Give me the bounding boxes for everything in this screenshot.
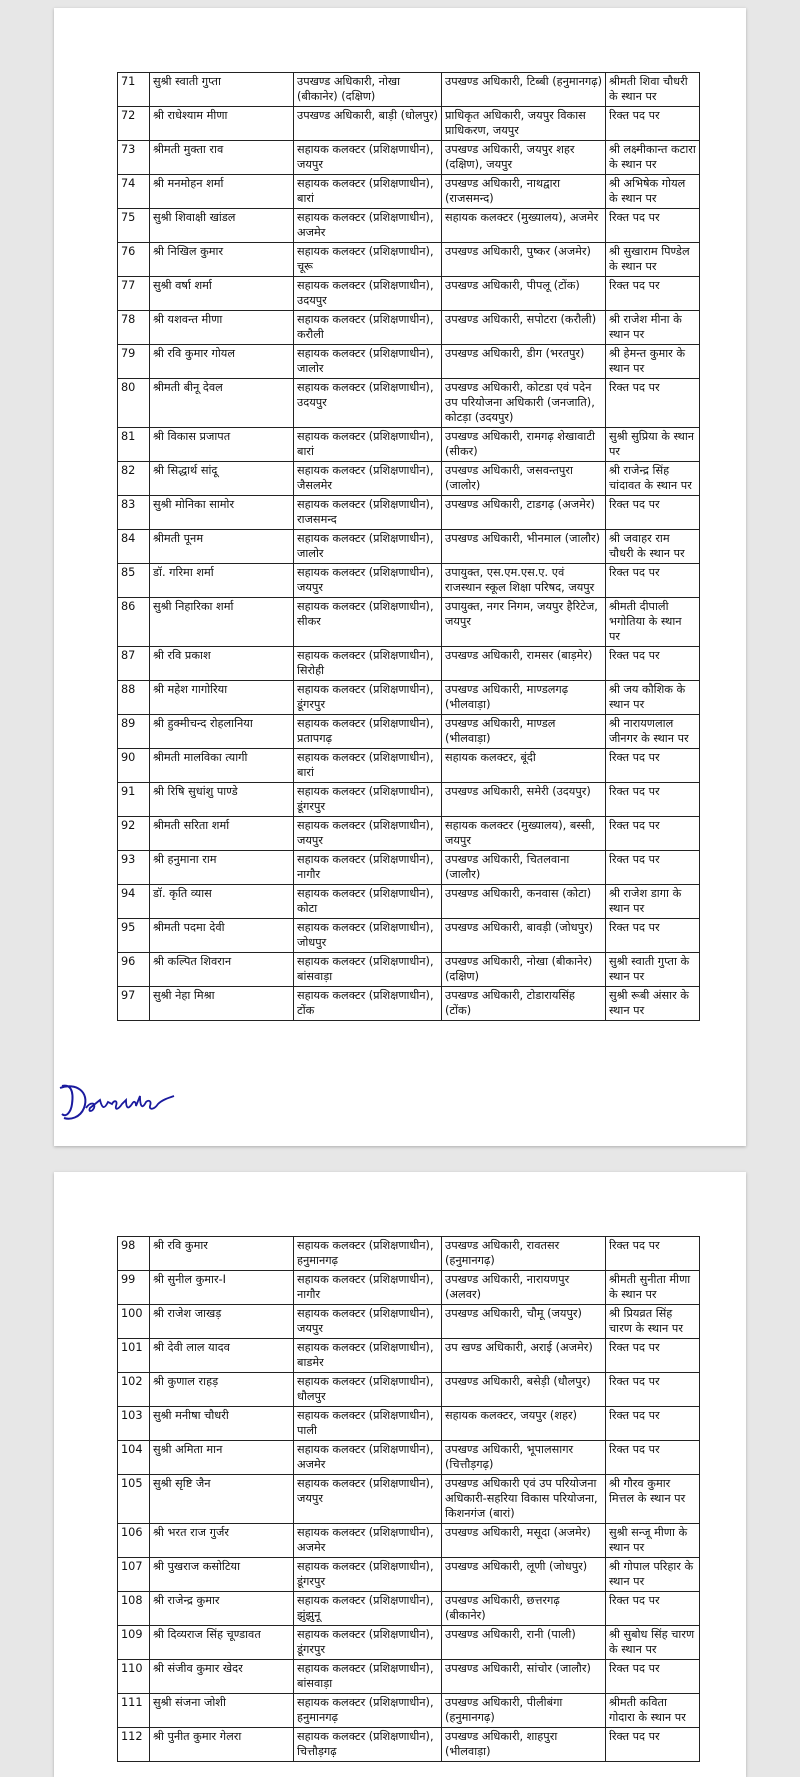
cell-newpost: उपखण्ड अधिकारी, टोडारायसिंह (टोंक) — [442, 987, 606, 1021]
cell-sno: 90 — [118, 749, 150, 783]
cell-name: श्री राधेश्याम मीणा — [150, 107, 294, 141]
cell-name: श्री निखिल कुमार — [150, 243, 294, 277]
cell-sno: 85 — [118, 564, 150, 598]
table-row — [118, 73, 700, 107]
cell-name: श्री राजेश जाखड़ — [150, 1305, 294, 1339]
cell-post: सहायक कलक्टर (प्रशिक्षणाधीन), डूंगरपुर — [294, 1558, 442, 1592]
cell-post: सहायक कलक्टर (प्रशिक्षणाधीन), नागौर — [294, 1271, 442, 1305]
cell-sno: 86 — [118, 598, 150, 647]
table-row — [118, 1592, 700, 1626]
cell-name: श्री हनुमाना राम — [150, 851, 294, 885]
cell-newpost: उपखण्ड अधिकारी, कनवास (कोटा) — [442, 885, 606, 919]
table-row — [118, 1339, 700, 1373]
cell-remark: श्री राजेन्द्र सिंह चांदावत के स्थान पर — [606, 462, 700, 496]
cell-sno: 107 — [118, 1558, 150, 1592]
cell-post: सहायक कलक्टर (प्रशिक्षणाधीन), चूरू — [294, 243, 442, 277]
cell-remark: श्री लक्ष्मीकान्त कटारा के स्थान पर — [606, 141, 700, 175]
cell-name: सुश्री मनीषा चौधरी — [150, 1407, 294, 1441]
cell-post: सहायक कलक्टर (प्रशिक्षणाधीन), अजमेर — [294, 209, 442, 243]
cell-remark: श्री हेमन्त कुमार के स्थान पर — [606, 345, 700, 379]
cell-post: सहायक कलक्टर (प्रशिक्षणाधीन), जैसलमेर — [294, 462, 442, 496]
cell-name: श्री रवि कुमार — [150, 1237, 294, 1271]
cell-sno: 71 — [118, 73, 150, 107]
cell-post: सहायक कलक्टर (प्रशिक्षणाधीन), बांसवाड़ा — [294, 1660, 442, 1694]
table-row — [118, 428, 700, 462]
cell-sno: 77 — [118, 277, 150, 311]
signature-handwriting — [56, 1068, 186, 1128]
cell-newpost: उपखण्ड अधिकारी, चितलवाना (जालौर) — [442, 851, 606, 885]
cell-remark: श्रीमती शिवा चौधरी के स्थान पर — [606, 73, 700, 107]
cell-remark: रिक्त पद पर — [606, 1407, 700, 1441]
cell-name: श्री यशवन्त मीणा — [150, 311, 294, 345]
cell-name: डॉ. कृति व्यास — [150, 885, 294, 919]
table-row — [118, 277, 700, 311]
cell-name: श्री रिषि सुधांशु पाण्डे — [150, 783, 294, 817]
cell-newpost: उपखण्ड अधिकारी, जयपुर शहर (दक्षिण), जयपुर — [442, 141, 606, 175]
cell-post: सहायक कलक्टर (प्रशिक्षणाधीन), करौली — [294, 311, 442, 345]
cell-sno: 92 — [118, 817, 150, 851]
cell-sno: 78 — [118, 311, 150, 345]
cell-remark: सुश्री सुप्रिया के स्थान पर — [606, 428, 700, 462]
cell-remark: श्री प्रियव्रत सिंह चारण के स्थान पर — [606, 1305, 700, 1339]
table-row — [118, 715, 700, 749]
cell-sno: 108 — [118, 1592, 150, 1626]
table-row — [118, 175, 700, 209]
cell-remark: सुश्री रूबी अंसार के स्थान पर — [606, 987, 700, 1021]
cell-remark: रिक्त पद पर — [606, 1728, 700, 1762]
cell-newpost: उपखण्ड अधिकारी, पीपलू (टोंक) — [442, 277, 606, 311]
cell-post: सहायक कलक्टर (प्रशिक्षणाधीन), धौलपुर — [294, 1373, 442, 1407]
cell-name: श्री दिव्यराज सिंह चूण्डावत — [150, 1626, 294, 1660]
cell-newpost: उपखण्ड अधिकारी, पीलीबंगा (हनुमानगढ़) — [442, 1694, 606, 1728]
cell-name: श्री रवि प्रकाश — [150, 647, 294, 681]
cell-name: श्री सुनील कुमार-I — [150, 1271, 294, 1305]
table-row — [118, 209, 700, 243]
cell-sno: 112 — [118, 1728, 150, 1762]
transfer-table-page-1 — [117, 72, 700, 1021]
cell-newpost: उपखण्ड अधिकारी, सपोटरा (करौली) — [442, 311, 606, 345]
cell-name: श्री राजेन्द्र कुमार — [150, 1592, 294, 1626]
cell-post: सहायक कलक्टर (प्रशिक्षणाधीन), बारां — [294, 749, 442, 783]
table-row — [118, 107, 700, 141]
cell-remark: रिक्त पद पर — [606, 851, 700, 885]
table-row — [118, 1558, 700, 1592]
table-row — [118, 1524, 700, 1558]
cell-remark: श्रीमती दीपाली भगोतिया के स्थान पर — [606, 598, 700, 647]
cell-remark: रिक्त पद पर — [606, 277, 700, 311]
cell-newpost: उपखण्ड अधिकारी, छत्तरगढ़ (बीकानेर) — [442, 1592, 606, 1626]
cell-name: श्री भरत राज गुर्जर — [150, 1524, 294, 1558]
cell-sno: 97 — [118, 987, 150, 1021]
cell-sno: 93 — [118, 851, 150, 885]
cell-sno: 83 — [118, 496, 150, 530]
cell-remark: श्री गौरव कुमार मित्तल के स्थान पर — [606, 1475, 700, 1524]
cell-sno: 94 — [118, 885, 150, 919]
cell-remark: रिक्त पद पर — [606, 107, 700, 141]
cell-newpost: सहायक कलक्टर (मुख्यालय), बस्सी, जयपुर — [442, 817, 606, 851]
cell-post: सहायक कलक्टर (प्रशिक्षणाधीन), राजसमन्द — [294, 496, 442, 530]
cell-post: सहायक कलक्टर (प्रशिक्षणाधीन), चित्तौड़गढ़ — [294, 1728, 442, 1762]
cell-newpost: उपखण्ड अधिकारी, नाथद्वारा (राजसमन्द) — [442, 175, 606, 209]
cell-newpost: उपखण्ड अधिकारी, चौमू (जयपुर) — [442, 1305, 606, 1339]
table-row — [118, 379, 700, 428]
cell-remark: श्री राजेश मीना के स्थान पर — [606, 311, 700, 345]
cell-newpost: उपखण्ड अधिकारी, रामसर (बाड़मेर) — [442, 647, 606, 681]
cell-name: सुश्री संजना जोशी — [150, 1694, 294, 1728]
cell-remark: श्री राजेश डागा के स्थान पर — [606, 885, 700, 919]
cell-post: सहायक कलक्टर (प्रशिक्षणाधीन), अजमेर — [294, 1441, 442, 1475]
table-row — [118, 1271, 700, 1305]
cell-post: सहायक कलक्टर (प्रशिक्षणाधीन), डूंगरपुर — [294, 783, 442, 817]
cell-name: श्री मनमोहन शर्मा — [150, 175, 294, 209]
cell-name: सुश्री निहारिका शर्मा — [150, 598, 294, 647]
cell-name: सुश्री नेहा मिश्रा — [150, 987, 294, 1021]
cell-newpost: उपायुक्त, नगर निगम, जयपुर हैरिटेज, जयपुर — [442, 598, 606, 647]
cell-post: सहायक कलक्टर (प्रशिक्षणाधीन), बांसवाड़ा — [294, 953, 442, 987]
cell-newpost: उपखण्ड अधिकारी, टाडगढ़ (अजमेर) — [442, 496, 606, 530]
table-row — [118, 987, 700, 1021]
cell-newpost: उपखण्ड अधिकारी, भूपालसागर (चित्तौड़गढ़) — [442, 1441, 606, 1475]
table-row — [118, 1305, 700, 1339]
cell-sno: 75 — [118, 209, 150, 243]
cell-newpost: उपायुक्त, एस.एम.एस.ए. एवं राजस्थान स्कूल शिक्षा परिषद, जयपुर — [442, 564, 606, 598]
cell-post: सहायक कलक्टर (प्रशिक्षणाधीन), जयपुर — [294, 564, 442, 598]
cell-post: उपखण्ड अधिकारी, नोखा (बीकानेर) (दक्षिण) — [294, 73, 442, 107]
table-row — [118, 1441, 700, 1475]
table-row — [118, 564, 700, 598]
cell-post: सहायक कलक्टर (प्रशिक्षणाधीन), जयपुर — [294, 1305, 442, 1339]
cell-newpost: उपखण्ड अधिकारी, भीनमाल (जालौर) — [442, 530, 606, 564]
cell-name: श्री संजीव कुमार खेदर — [150, 1660, 294, 1694]
cell-post: सहायक कलक्टर (प्रशिक्षणाधीन), हनुमानगढ़ — [294, 1694, 442, 1728]
document-page-1 — [54, 8, 746, 1146]
cell-post: सहायक कलक्टर (प्रशिक्षणाधीन), बाडमेर — [294, 1339, 442, 1373]
cell-name: सुश्री वर्षा शर्मा — [150, 277, 294, 311]
table-row — [118, 647, 700, 681]
cell-post: सहायक कलक्टर (प्रशिक्षणाधीन), जालोर — [294, 530, 442, 564]
table-row — [118, 1475, 700, 1524]
cell-sno: 100 — [118, 1305, 150, 1339]
cell-remark: रिक्त पद पर — [606, 379, 700, 428]
table-row — [118, 749, 700, 783]
cell-sno: 91 — [118, 783, 150, 817]
cell-sno: 106 — [118, 1524, 150, 1558]
cell-remark: रिक्त पद पर — [606, 783, 700, 817]
cell-remark: श्री जवाहर राम चौधरी के स्थान पर — [606, 530, 700, 564]
cell-newpost: सहायक कलक्टर (मुख्यालय), अजमेर — [442, 209, 606, 243]
cell-newpost: उपखण्ड अधिकारी, माण्डलगढ़ (भीलवाड़ा) — [442, 681, 606, 715]
cell-sno: 89 — [118, 715, 150, 749]
transfer-table-page-2 — [117, 1236, 700, 1762]
table-row — [118, 345, 700, 379]
table-row — [118, 243, 700, 277]
cell-name: श्री देवी लाल यादव — [150, 1339, 294, 1373]
cell-remark: श्री गोपाल परिहार के स्थान पर — [606, 1558, 700, 1592]
table-row — [118, 1694, 700, 1728]
cell-sno: 88 — [118, 681, 150, 715]
cell-name: श्री हुक्मीचन्द रोहलानिया — [150, 715, 294, 749]
cell-remark: रिक्त पद पर — [606, 1339, 700, 1373]
cell-sno: 82 — [118, 462, 150, 496]
cell-sno: 103 — [118, 1407, 150, 1441]
cell-post: सहायक कलक्टर (प्रशिक्षणाधीन), जयपुर — [294, 1475, 442, 1524]
cell-newpost: सहायक कलक्टर, जयपुर (शहर) — [442, 1407, 606, 1441]
cell-name: श्री कुणाल राहड़ — [150, 1373, 294, 1407]
cell-remark: रिक्त पद पर — [606, 209, 700, 243]
cell-newpost: उपखण्ड अधिकारी, रानी (पाली) — [442, 1626, 606, 1660]
cell-post: सहायक कलक्टर (प्रशिक्षणाधीन), डूंगरपुर — [294, 1626, 442, 1660]
cell-name: श्री पुनीत कुमार गेलरा — [150, 1728, 294, 1762]
cell-sno: 79 — [118, 345, 150, 379]
cell-sno: 98 — [118, 1237, 150, 1271]
cell-sno: 84 — [118, 530, 150, 564]
table-row — [118, 530, 700, 564]
cell-name: श्री महेश गागोरिया — [150, 681, 294, 715]
cell-name: श्री सिद्धार्थ सांदू — [150, 462, 294, 496]
cell-name: श्रीमती मालविका त्यागी — [150, 749, 294, 783]
table-row — [118, 141, 700, 175]
table-row — [118, 953, 700, 987]
cell-name: श्रीमती मुक्ता राव — [150, 141, 294, 175]
cell-sno: 95 — [118, 919, 150, 953]
cell-newpost: उपखण्ड अधिकारी, बसेड़ी (धौलपुर) — [442, 1373, 606, 1407]
cell-name: श्री रवि कुमार गोयल — [150, 345, 294, 379]
cell-name: श्रीमती पदमा देवी — [150, 919, 294, 953]
cell-newpost: उपखण्ड अधिकारी, बावड़ी (जोधपुर) — [442, 919, 606, 953]
cell-post: सहायक कलक्टर (प्रशिक्षणाधीन), नागौर — [294, 851, 442, 885]
cell-name: श्री कल्पित शिवरान — [150, 953, 294, 987]
cell-remark: श्रीमती कविता गोदारा के स्थान पर — [606, 1694, 700, 1728]
cell-sno: 74 — [118, 175, 150, 209]
table-row — [118, 1660, 700, 1694]
cell-sno: 105 — [118, 1475, 150, 1524]
cell-post: सहायक कलक्टर (प्रशिक्षणाधीन), झुंझुनू — [294, 1592, 442, 1626]
cell-remark: रिक्त पद पर — [606, 919, 700, 953]
cell-sno: 99 — [118, 1271, 150, 1305]
cell-post: सहायक कलक्टर (प्रशिक्षणाधीन), जोधपुर — [294, 919, 442, 953]
cell-sno: 104 — [118, 1441, 150, 1475]
cell-remark: श्री जय कौशिक के स्थान पर — [606, 681, 700, 715]
cell-remark: श्री सुबोध सिंह चारण के स्थान पर — [606, 1626, 700, 1660]
cell-post: सहायक कलक्टर (प्रशिक्षणाधीन), बारां — [294, 428, 442, 462]
table-row — [118, 496, 700, 530]
table-row — [118, 919, 700, 953]
cell-post: सहायक कलक्टर (प्रशिक्षणाधीन), जयपुर — [294, 141, 442, 175]
cell-sno: 109 — [118, 1626, 150, 1660]
cell-remark: रिक्त पद पर — [606, 496, 700, 530]
table-row — [118, 817, 700, 851]
cell-post: सहायक कलक्टर (प्रशिक्षणाधीन), पाली — [294, 1407, 442, 1441]
cell-name: श्रीमती सरिता शर्मा — [150, 817, 294, 851]
cell-remark: सुश्री स्वाती गुप्ता के स्थान पर — [606, 953, 700, 987]
cell-post: सहायक कलक्टर (प्रशिक्षणाधीन), सीकर — [294, 598, 442, 647]
cell-newpost: उपखण्ड अधिकारी, माण्डल (भीलवाड़ा) — [442, 715, 606, 749]
cell-remark: श्री सुखाराम पिण्डेल के स्थान पर — [606, 243, 700, 277]
cell-sno: 101 — [118, 1339, 150, 1373]
cell-post: सहायक कलक्टर (प्रशिक्षणाधीन), उदयपुर — [294, 277, 442, 311]
cell-sno: 76 — [118, 243, 150, 277]
table-row — [118, 1237, 700, 1271]
cell-remark: रिक्त पद पर — [606, 817, 700, 851]
cell-remark: रिक्त पद पर — [606, 1592, 700, 1626]
cell-newpost: उपखण्ड अधिकारी, टिब्बी (हनुमानगढ़) — [442, 73, 606, 107]
cell-remark: रिक्त पद पर — [606, 564, 700, 598]
cell-newpost: उपखण्ड अधिकारी एवं उप परियोजना अधिकारी-सहरिया विकास परियोजना, किशनगंज (बारां) — [442, 1475, 606, 1524]
cell-newpost: उपखण्ड अधिकारी, पुष्कर (अजमेर) — [442, 243, 606, 277]
cell-newpost: उपखण्ड अधिकारी, रावतसर (हनुमानगढ़) — [442, 1237, 606, 1271]
cell-newpost: उपखण्ड अधिकारी, मसूदा (अजमेर) — [442, 1524, 606, 1558]
cell-name: श्री पुखराज कसोटिया — [150, 1558, 294, 1592]
cell-newpost: प्राधिकृत अधिकारी, जयपुर विकास प्राधिकरण, जयपुर — [442, 107, 606, 141]
cell-name: सुश्री स्वाती गुप्ता — [150, 73, 294, 107]
cell-sno: 96 — [118, 953, 150, 987]
cell-post: सहायक कलक्टर (प्रशिक्षणाधीन), टोंक — [294, 987, 442, 1021]
table-row — [118, 885, 700, 919]
cell-post: सहायक कलक्टर (प्रशिक्षणाधीन), उदयपुर — [294, 379, 442, 428]
cell-post: सहायक कलक्टर (प्रशिक्षणाधीन), प्रतापगढ़ — [294, 715, 442, 749]
table-row — [118, 462, 700, 496]
cell-sno: 87 — [118, 647, 150, 681]
cell-newpost: उपखण्ड अधिकारी, नारायणपुर (अलवर) — [442, 1271, 606, 1305]
cell-newpost: उपखण्ड अधिकारी, शाहपुरा (भीलवाड़ा) — [442, 1728, 606, 1762]
cell-sno: 73 — [118, 141, 150, 175]
cell-remark: रिक्त पद पर — [606, 647, 700, 681]
table-row — [118, 1626, 700, 1660]
document-page-2 — [54, 1172, 746, 1777]
table-row — [118, 1407, 700, 1441]
cell-post: सहायक कलक्टर (प्रशिक्षणाधीन), हनुमानगढ़ — [294, 1237, 442, 1271]
table-row — [118, 1373, 700, 1407]
cell-name: श्री विकास प्रजापत — [150, 428, 294, 462]
cell-name: श्रीमती पूनम — [150, 530, 294, 564]
cell-newpost: उपखण्ड अधिकारी, कोटडा एवं पदेन उप परियोजना अधिकारी (जनजाति), कोटड़ा (उदयपुर) — [442, 379, 606, 428]
cell-post: सहायक कलक्टर (प्रशिक्षणाधीन), सिरोही — [294, 647, 442, 681]
cell-post: सहायक कलक्टर (प्रशिक्षणाधीन), डूंगरपुर — [294, 681, 442, 715]
cell-remark: रिक्त पद पर — [606, 1660, 700, 1694]
cell-newpost: उपखण्ड अधिकारी, सांचोर (जालौर) — [442, 1660, 606, 1694]
cell-remark: श्री नारायणलाल जीनगर के स्थान पर — [606, 715, 700, 749]
cell-sno: 72 — [118, 107, 150, 141]
cell-post: उपखण्ड अधिकारी, बाड़ी (धोलपुर) — [294, 107, 442, 141]
cell-newpost: उपखण्ड अधिकारी, लूणी (जोधपुर) — [442, 1558, 606, 1592]
cell-post: सहायक कलक्टर (प्रशिक्षणाधीन), कोटा — [294, 885, 442, 919]
cell-remark: रिक्त पद पर — [606, 1441, 700, 1475]
cell-sno: 110 — [118, 1660, 150, 1694]
cell-newpost: उपखण्ड अधिकारी, डीग (भरतपुर) — [442, 345, 606, 379]
cell-remark: श्री अभिषेक गोयल के स्थान पर — [606, 175, 700, 209]
cell-sno: 111 — [118, 1694, 150, 1728]
cell-name: सुश्री मोनिका सामोर — [150, 496, 294, 530]
table-row — [118, 851, 700, 885]
cell-newpost: उपखण्ड अधिकारी, समेरी (उदयपुर) — [442, 783, 606, 817]
table-row — [118, 598, 700, 647]
cell-name: सुश्री शिवाक्षी खांडल — [150, 209, 294, 243]
cell-name: सुश्री सृष्टि जैन — [150, 1475, 294, 1524]
cell-sno: 81 — [118, 428, 150, 462]
cell-newpost: उप खण्ड अधिकारी, अराई (अजमेर) — [442, 1339, 606, 1373]
cell-name: श्रीमती बीनू देवल — [150, 379, 294, 428]
table-row — [118, 1728, 700, 1762]
cell-name: सुश्री अमिता मान — [150, 1441, 294, 1475]
cell-post: सहायक कलक्टर (प्रशिक्षणाधीन), जालोर — [294, 345, 442, 379]
cell-remark: सुश्री सन्जू मीणा के स्थान पर — [606, 1524, 700, 1558]
table-row — [118, 311, 700, 345]
cell-remark: रिक्त पद पर — [606, 1237, 700, 1271]
cell-newpost: उपखण्ड अधिकारी, नोखा (बीकानेर) (दक्षिण) — [442, 953, 606, 987]
cell-sno: 80 — [118, 379, 150, 428]
cell-post: सहायक कलक्टर (प्रशिक्षणाधीन), बारां — [294, 175, 442, 209]
cell-newpost: सहायक कलक्टर, बूंदी — [442, 749, 606, 783]
cell-post: सहायक कलक्टर (प्रशिक्षणाधीन), अजमेर — [294, 1524, 442, 1558]
cell-newpost: उपखण्ड अधिकारी, जसवन्तपुरा (जालोर) — [442, 462, 606, 496]
cell-remark: रिक्त पद पर — [606, 749, 700, 783]
cell-post: सहायक कलक्टर (प्रशिक्षणाधीन), जयपुर — [294, 817, 442, 851]
table-row — [118, 783, 700, 817]
cell-remark: श्रीमती सुनीता मीणा के स्थान पर — [606, 1271, 700, 1305]
cell-name: डॉ. गरिमा शर्मा — [150, 564, 294, 598]
cell-newpost: उपखण्ड अधिकारी, रामगढ़ शेखावाटी (सीकर) — [442, 428, 606, 462]
cell-remark: रिक्त पद पर — [606, 1373, 700, 1407]
table-row — [118, 681, 700, 715]
cell-sno: 102 — [118, 1373, 150, 1407]
